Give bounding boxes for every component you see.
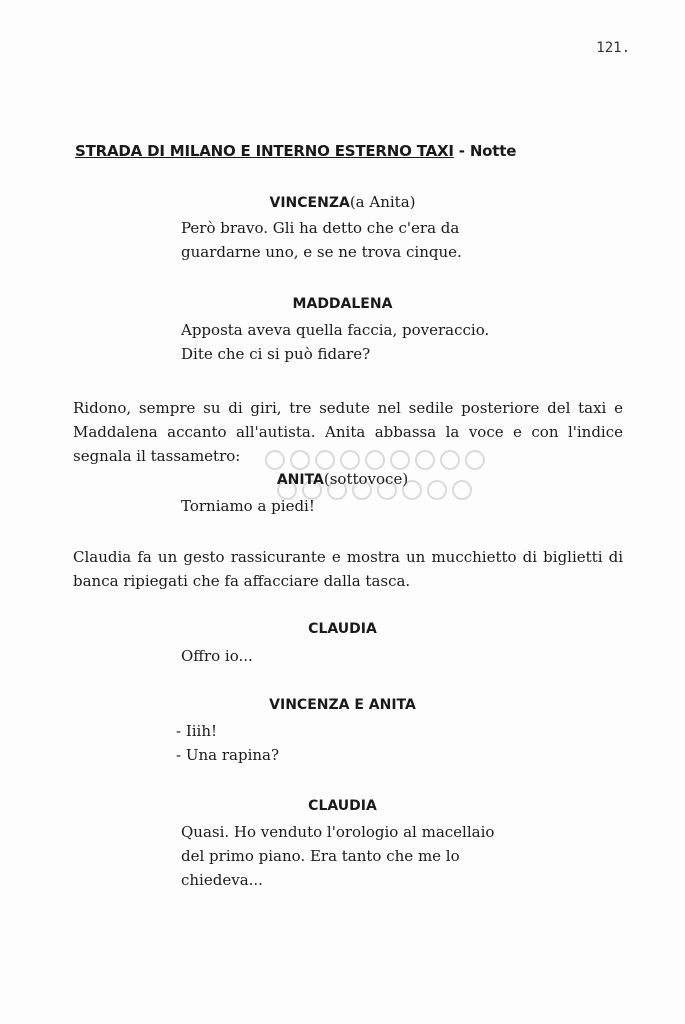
dialogue-vincenza — [181, 216, 526, 264]
dialogue-line: chiedeva... — [181, 871, 263, 889]
character-name: ANITA — [276, 472, 324, 488]
character-cue-vincenza-e-anita — [0, 697, 685, 713]
scene-heading — [75, 142, 635, 160]
dialogue-claudia-2 — [181, 820, 526, 892]
action-paragraph — [73, 545, 623, 593]
page-number: 121. — [596, 40, 630, 56]
character-cue-maddalena — [0, 296, 685, 312]
dialogue-line: Dite che ci si può fidare? — [181, 345, 371, 363]
scene-time: Notte — [469, 142, 517, 160]
character-cue-anita — [0, 470, 685, 488]
scene-heading-separator: - — [453, 142, 470, 160]
character-name: CLAUDIA — [308, 621, 377, 637]
dialogue-line: del primo piano. Era tanto che me lo — [181, 847, 460, 865]
dialogue-line: Offro io... — [181, 647, 253, 665]
character-name: VINCENZA — [269, 195, 350, 211]
dialogue-line: Apposta aveva quella faccia, poveraccio. — [181, 321, 490, 339]
dialogue-line: - Iiih! — [176, 722, 218, 740]
scene-location: STRADA DI MILANO E INTERNO ESTERNO TAXI — [75, 142, 454, 160]
parenthetical: (sottovoce) — [323, 470, 409, 488]
character-name: CLAUDIA — [308, 798, 377, 814]
character-name: MADDALENA — [292, 296, 393, 312]
dialogue-vincenza-e-anita — [176, 719, 521, 767]
dialogue-line: Quasi. Ho venduto l'orologio al macellaio — [181, 823, 495, 841]
action-text: Ridono, sempre su di giri, tre sedute nel sedile posteriore del taxi e Maddalena accanto all'autista. Anita abbassa la voce e con l'indice segnala il tassametro: — [73, 399, 623, 465]
dialogue-maddalena — [181, 318, 526, 366]
dialogue-line: guardarne uno, e se ne trova cinque. — [181, 243, 462, 261]
dialogue-claudia — [181, 644, 526, 668]
character-cue-claudia — [0, 621, 685, 637]
dialogue-line: Torniamo a piedi! — [181, 497, 315, 515]
parenthetical: (a Anita) — [349, 193, 416, 211]
dialogue-anita — [181, 494, 526, 518]
character-cue-claudia-2 — [0, 798, 685, 814]
action-text: Claudia fa un gesto rassicurante e mostra un mucchietto di biglietti di banca ripiegati che fa affacciare dalla tasca. — [73, 548, 623, 590]
character-name: VINCENZA E ANITA — [269, 697, 416, 713]
dialogue-line: - Una rapina? — [176, 746, 280, 764]
dialogue-line: Però bravo. Gli ha detto che c'era da — [181, 219, 460, 237]
character-cue-vincenza — [0, 193, 685, 211]
